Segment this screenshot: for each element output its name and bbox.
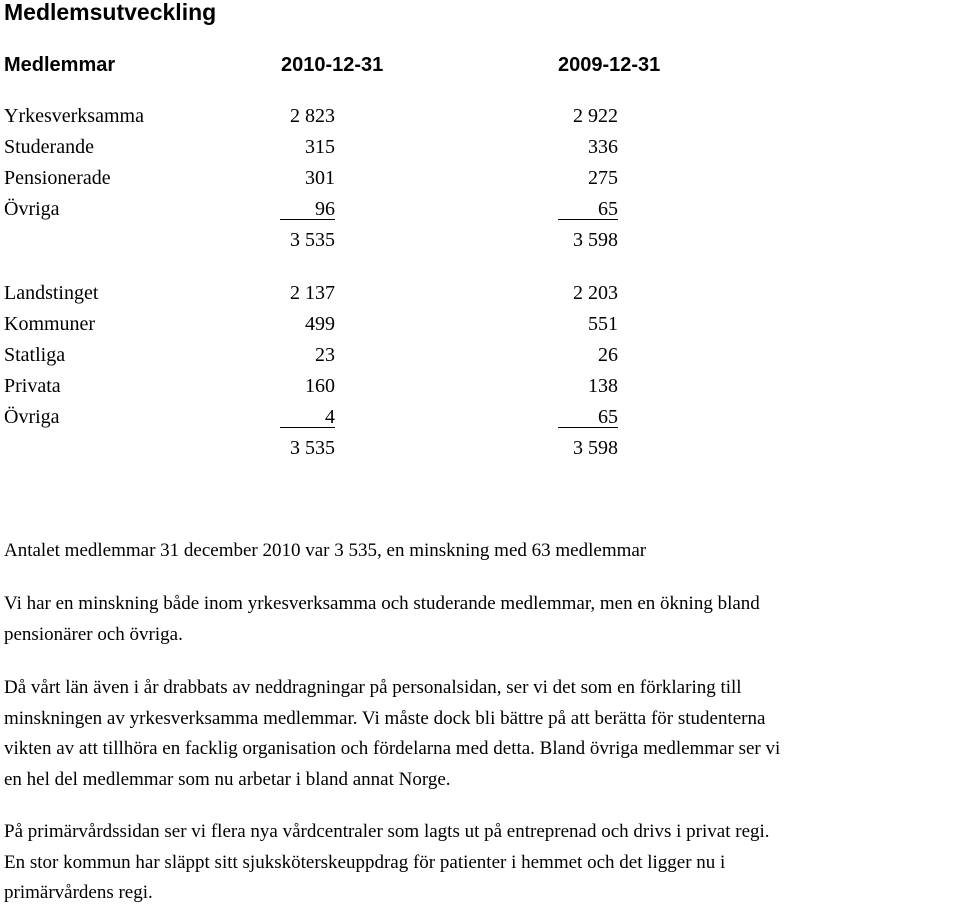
paragraph-line: primärvårdens regi. (4, 882, 153, 904)
value-2009: 138 (588, 375, 618, 397)
row-label: Övriga (4, 406, 60, 428)
table-total-row (0, 434, 960, 464)
table-row (0, 133, 960, 163)
paragraph-line: minskningen av yrkesverksamma medlemmar. Vi måste dock bli bättre på att berätta för studenterna (4, 707, 766, 729)
value-2009: 275 (588, 167, 618, 189)
paragraph-line: På primärvårdssidan ser vi flera nya vårdcentraler som lagts ut på entreprenad och drivs i privat regi. (4, 821, 770, 842)
total-2010: 3 535 (290, 437, 335, 459)
paragraph-trend (4, 589, 960, 650)
column-header-members: Medlemmar (4, 54, 116, 76)
paragraph-summary (4, 536, 960, 567)
value-2010: 160 (305, 375, 335, 397)
value-2009: 65 (558, 195, 618, 220)
total-2010: 3 535 (290, 229, 335, 251)
paragraph-line: Vi har en minskning både inom yrkesverksamma och studerande medlemmar, men en ökning bland (4, 593, 760, 614)
paragraph-line: pensionärer och övriga. (4, 623, 183, 645)
document-title: Medlemsutveckling (4, 0, 217, 25)
row-label: Statliga (4, 344, 66, 366)
value-2009: 551 (588, 313, 618, 335)
table-row (0, 310, 960, 340)
value-2010: 301 (305, 167, 335, 189)
row-label: Övriga (4, 198, 60, 220)
paragraph-primary-care (4, 817, 960, 909)
table-row (0, 341, 960, 371)
table-total-row (0, 226, 960, 256)
row-label: Landstinget (4, 282, 99, 304)
paragraph-line: en hel del medlemmar som nu arbetar i bland annat Norge. (4, 768, 451, 790)
value-2010: 23 (315, 344, 335, 366)
row-label: Privata (4, 375, 61, 397)
value-2009: 26 (598, 344, 618, 366)
value-2010: 4 (280, 403, 335, 428)
value-2009: 65 (558, 403, 618, 428)
column-header-2009: 2009-12-31 (558, 54, 661, 76)
row-label: Kommuner (4, 313, 96, 335)
total-2009: 3 598 (573, 229, 618, 251)
table-row (0, 102, 960, 132)
value-2009: 336 (588, 136, 618, 158)
value-2010: 2 137 (290, 282, 335, 304)
paragraph-line: Antalet medlemmar 31 december 2010 var 3 535, en minskning med 63 medlemmar (4, 540, 647, 561)
paragraph-line: En stor kommun har släppt sitt sjuksköterskeuppdrag för patienter i hemmet och det ligger nu i (4, 851, 726, 873)
paragraph-line: Då vårt län även i år drabbats av neddragningar på personalsidan, ser vi det som en förklaring till (4, 677, 742, 698)
paragraph-explanation (4, 673, 960, 795)
value-2010: 96 (280, 195, 335, 220)
value-2010: 315 (305, 136, 335, 158)
total-2009: 3 598 (573, 437, 618, 459)
value-2009: 2 203 (573, 282, 618, 304)
table-row (0, 372, 960, 402)
column-header-2010: 2010-12-31 (281, 54, 384, 76)
table-row (0, 279, 960, 309)
table-row (0, 164, 960, 194)
row-label: Pensionerade (4, 167, 111, 189)
table-row (0, 195, 960, 225)
row-label: Yrkesverksamma (4, 105, 144, 127)
paragraph-line: vikten av att tillhöra en facklig organisation och fördelarna med detta. Bland övriga medlemmar ser vi (4, 738, 781, 760)
value-2009: 2 922 (573, 105, 618, 127)
value-2010: 499 (305, 313, 335, 335)
row-label: Studerande (4, 136, 94, 158)
value-2010: 2 823 (290, 105, 335, 127)
table-row (0, 403, 960, 433)
